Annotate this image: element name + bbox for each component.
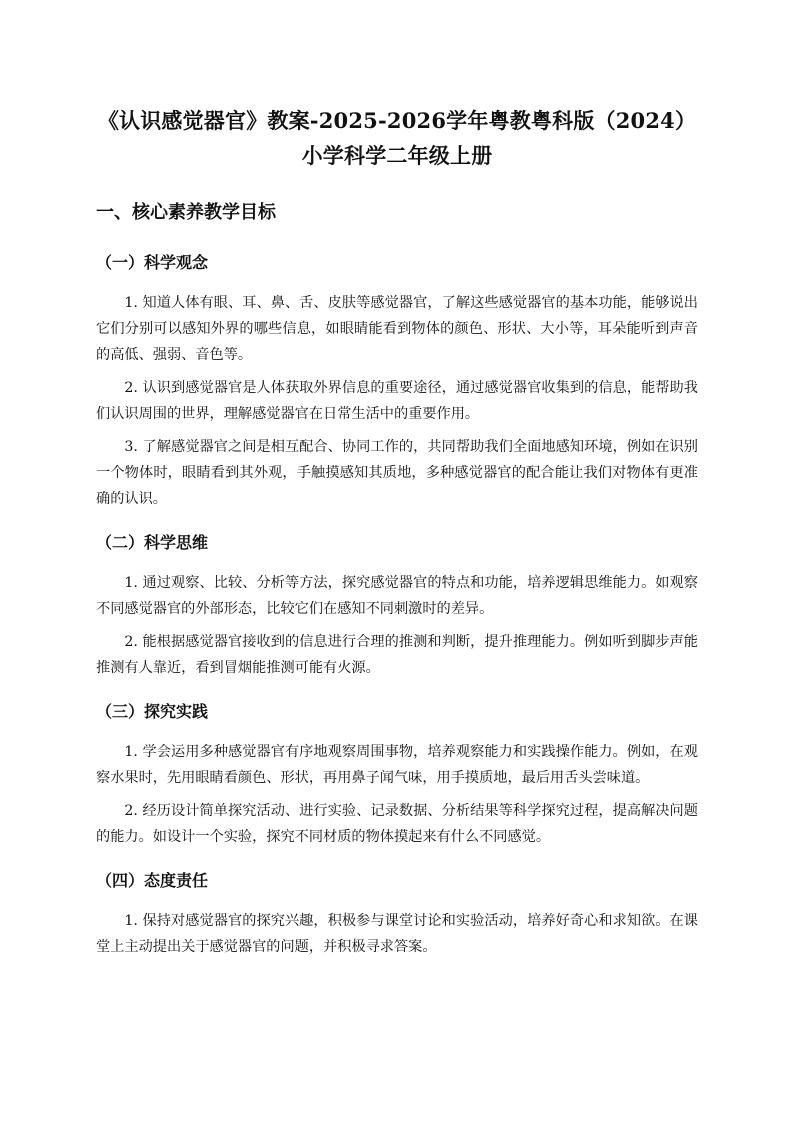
- paragraph: 2. 能根据感觉器官接收到的信息进行合理的推测和判断，提升推理能力。例如听到脚步声能推测有人靠近，看到冒烟能推测可能有火源。: [96, 634, 698, 676]
- document-title: 《认识感觉器官》教案-2025-2026学年粤教粤科版（2024）小学科学二年级上册: [97, 108, 697, 168]
- paragraph: 2. 经历设计简单探究活动、进行实验、记录数据、分析结果等科学探究过程，提高解决问题的能力。如设计一个实验，探究不同材质的物体摸起来有什么不同感觉。: [96, 803, 698, 845]
- paragraph: 1. 保持对感觉器官的探究兴趣，积极参与课堂讨论和实验活动，培养好奇心和求知欲。在课堂上主动提出关于感觉器官的问题，并积极寻求答案。: [96, 913, 698, 955]
- paragraph: 1. 学会运用多种感觉器官有序地观察周围事物，培养观察能力和实践操作能力。例如，在观察水果时，先用眼睛看颜色、形状，再用鼻子闻气味，用手摸质地，最后用舌头尝味道。: [96, 744, 698, 786]
- paragraph: 3. 了解感觉器官之间是相互配合、协同工作的，共同帮助我们全面地感知环境，例如在识别一个物体时，眼睛看到其外观，手触摸感知其质地，多种感觉器官的配合能让我们对物体有更准确的认识。: [96, 439, 698, 507]
- subsection: [96, 699, 698, 850]
- subsection: [96, 530, 698, 681]
- subsection-title: （一）科学观念: [96, 253, 209, 272]
- paragraph: 2. 认识到感觉器官是人体获取外界信息的重要途径，通过感觉器官收集到的信息，能帮助我们认识周围的世界，理解感觉器官在日常生活中的重要作用。: [96, 380, 698, 422]
- subsection-title: （四）态度责任: [96, 871, 209, 890]
- subsection: [96, 250, 698, 512]
- paragraph: 1. 通过观察、比较、分析等方法，探究感觉器官的特点和功能，培养逻辑思维能力。如观察不同感觉器官的外部形态，比较它们在感知不同刺激时的差异。: [96, 575, 698, 617]
- section-heading: 一、核心素养教学目标: [96, 202, 276, 223]
- sections-container: [96, 250, 698, 960]
- paragraph: 1. 知道人体有眼、耳、鼻、舌、皮肤等感觉器官，了解这些感觉器官的基本功能，能够说出它们分别可以感知外界的哪些信息，如眼睛能看到物体的颜色、形状、大小等，耳朵能听到声音的高低、强弱、音色等。: [96, 295, 698, 363]
- subsection: [96, 868, 698, 960]
- subsection-title: （二）科学思维: [96, 533, 209, 552]
- subsection-title: （三）探究实践: [96, 702, 209, 721]
